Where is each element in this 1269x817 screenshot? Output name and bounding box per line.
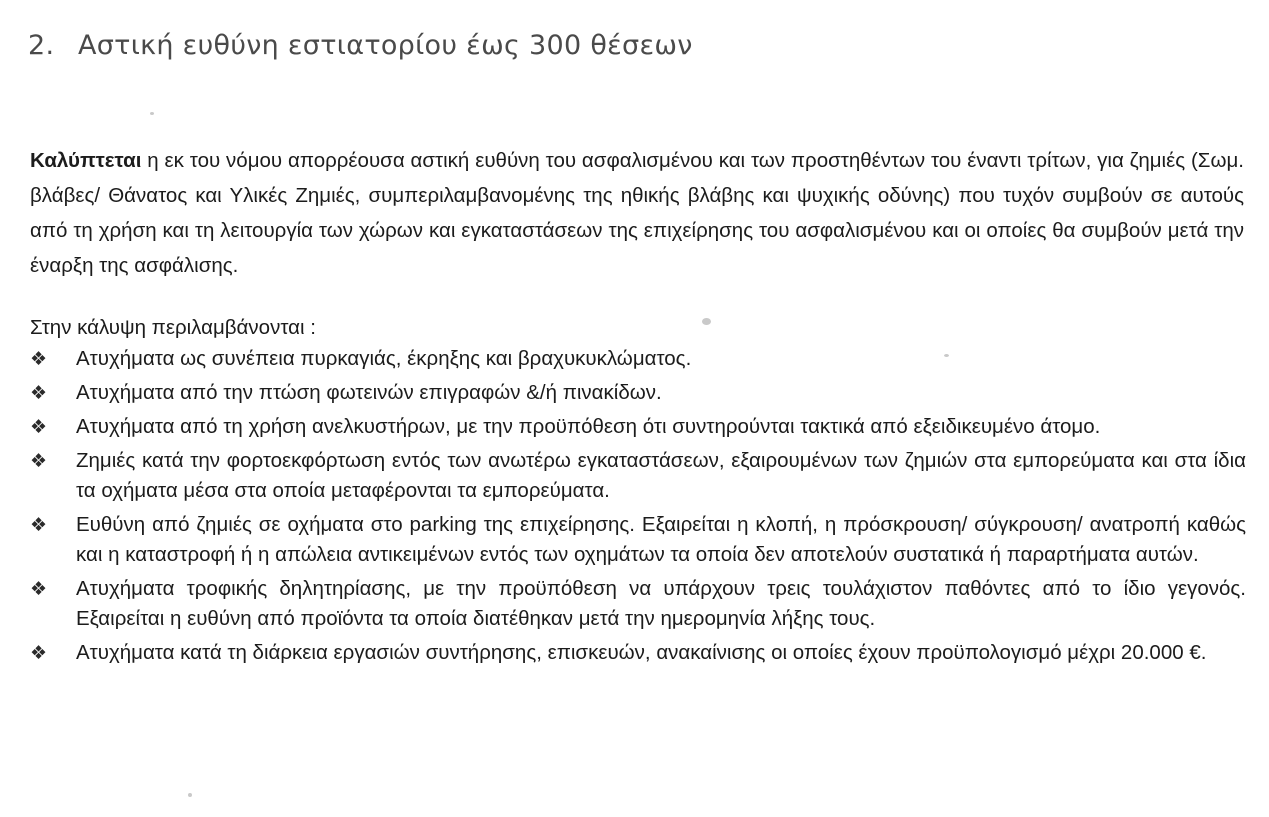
list-item xyxy=(30,378,1246,408)
four-diamonds-bullet-icon: ❖ xyxy=(30,642,48,664)
section-number: 2. xyxy=(28,30,55,61)
list-item xyxy=(30,344,1246,374)
section-title: Αστική ευθύνη εστιατορίου έως 300 θέσεων xyxy=(78,30,693,61)
four-diamonds-bullet-icon: ❖ xyxy=(30,348,48,370)
list-item-text: Ζημιές κατά την φορτοεκφόρτωση εντός των ανωτέρω εγκαταστάσεων, εξαιρουμένων των ζημιών στα εμπορεύματα και στα ίδια τα οχήματα μέσα στα οποία μεταφέρονται τα εμπορεύματα. xyxy=(76,449,1246,502)
four-diamonds-bullet-icon: ❖ xyxy=(30,416,48,438)
list-item xyxy=(30,446,1246,506)
coverage-intro-text: η εκ του νόμου απορρέουσα αστική ευθύνη του ασφαλισμένου και των προστηθέντων του έναντι τρίτων, για ζημιές (Σωμ. βλάβες/ Θάνατος και Υλικές Ζημιές, συμπεριλαμβανομένης της ηθικής βλάβης και ψυχικής οδύνης) που τυχόν συμβούν σε αυτούς από τη χρήση και τη λειτουργία των χώρων και εγκαταστάσεων της επιχείρησης του ασφαλισμένου και οι οποίες θα συμβούν μετά την έναρξη της ασφάλισης. xyxy=(30,149,1244,277)
coverage-intro-paragraph xyxy=(30,143,1244,283)
list-item xyxy=(30,638,1246,668)
list-item-text: Ευθύνη από ζημιές σε οχήματα στο parking της επιχείρησης. Εξαιρείται η κλοπή, η πρόσκρουση/ σύγκρουση/ ανατροπή καθώς και η καταστροφή ή η απώλεια αντικειμένων εντός των οχημάτων τα οποία δεν αποτελούν συστατικά ή παραρτήματα αυτών. xyxy=(76,513,1246,566)
list-item-text: Ατυχήματα κατά τη διάρκεια εργασιών συντήρησης, επισκευών, ανακαίνισης οι οποίες έχουν προϋπολογισμό μέχρι 20.000 €. xyxy=(76,641,1207,664)
coverage-bullet-list xyxy=(30,344,1246,672)
list-item xyxy=(30,510,1246,570)
list-item-text: Ατυχήματα από τη χρήση ανελκυστήρων, με την προϋπόθεση ότι συντηρούνται τακτικά από εξειδικευμένο άτομο. xyxy=(76,415,1101,438)
scan-speck xyxy=(702,318,711,325)
list-item xyxy=(30,412,1246,442)
four-diamonds-bullet-icon: ❖ xyxy=(30,382,48,404)
scan-speck xyxy=(188,793,192,797)
list-item-text: Ατυχήματα ως συνέπεια πυρκαγιάς, έκρηξης και βραχυκυκλώματος. xyxy=(76,347,692,370)
list-item-text: Ατυχήματα από την πτώση φωτεινών επιγραφών &/ή πινακίδων. xyxy=(76,381,662,404)
list-item xyxy=(30,574,1246,634)
scan-speck xyxy=(944,354,949,357)
list-item-text: Ατυχήματα τροφικής δηλητηρίασης, με την προϋπόθεση να υπάρχουν τρεις τουλάχιστον παθόντες από το ίδιο γεγονός. Εξαιρείται η ευθύνη από προϊόντα τα οποία διατέθηκαν μετά την ημερομηνία λήξης τους. xyxy=(76,577,1246,630)
section-heading xyxy=(28,30,693,61)
four-diamonds-bullet-icon: ❖ xyxy=(30,514,48,536)
scan-speck xyxy=(150,112,154,115)
four-diamonds-bullet-icon: ❖ xyxy=(30,450,48,472)
four-diamonds-bullet-icon: ❖ xyxy=(30,578,48,600)
coverage-lead-word: Καλύπτεται xyxy=(30,149,142,172)
includes-label: Στην κάλυψη περιλαμβάνονται : xyxy=(30,316,316,339)
